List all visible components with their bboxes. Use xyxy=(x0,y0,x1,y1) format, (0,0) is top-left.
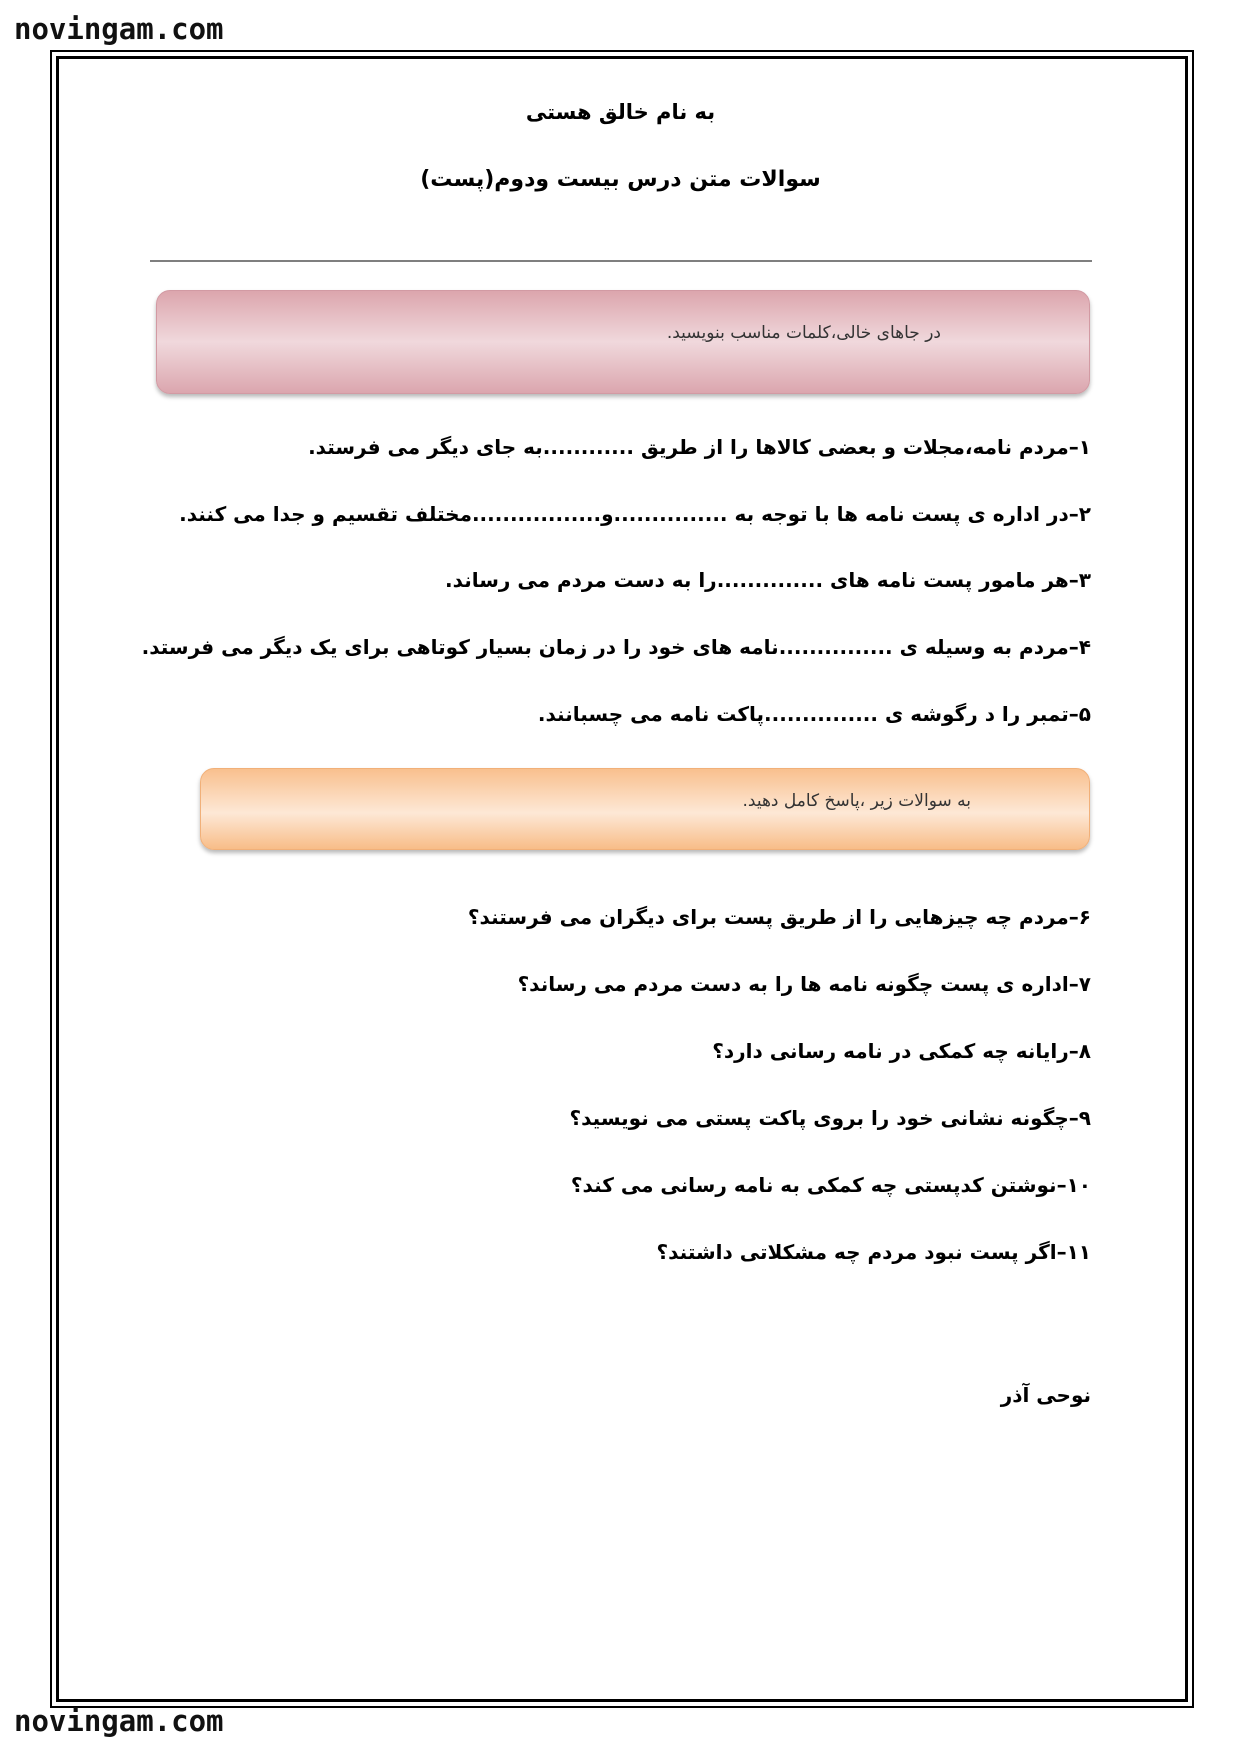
question-item: ۵–تمبر را د رگوشه ی ...............پاکت نامه می چسبانند. xyxy=(537,702,1091,726)
question-item: ۸–رایانه چه کمکی در نامه رسانی دارد؟ xyxy=(712,1039,1091,1063)
question-item: ۱۱–اگر پست نبود مردم چه مشکلاتی داشتند؟ xyxy=(656,1240,1091,1264)
question-item: ۱–مردم نامه،مجلات و بعضی کالاها را از طریق ............به جای دیگر می فرستد. xyxy=(308,435,1091,459)
page-subtitle: سوالات متن درس بیست ودوم(پست) xyxy=(420,167,821,192)
instruction-text: در جاهای خالی،کلمات مناسب بنویسید. xyxy=(666,323,941,343)
question-item: ۶–مردم چه چیزهایی را از طریق پست برای دیگران می فرستند؟ xyxy=(467,905,1091,929)
watermark-top: novingam.com xyxy=(14,12,224,46)
question-item: ۲–در اداره ی پست نامه ها با توجه به ...............و.................مختلف تقسیم و جدا می کنند. xyxy=(179,502,1091,526)
question-item: ۴–مردم به وسیله ی ...............نامه های خود را در زمان بسیار کوتاهی برای یک دیگر می فرستد. xyxy=(141,635,1091,659)
question-item: ۷–اداره ی پست چگونه نامه ها را به دست مردم می رساند؟ xyxy=(517,972,1091,996)
instruction-text: به سوالات زیر ،پاسخ کامل دهید. xyxy=(742,791,971,811)
author-signature: نوحی آذر xyxy=(1000,1383,1091,1407)
question-item: ۳–هر مامور پست نامه های ..............را به دست مردم می رساند. xyxy=(445,568,1091,592)
question-item: ۱۰–نوشتن کدپستی چه کمکی به نامه رسانی می کند؟ xyxy=(570,1173,1091,1197)
page-title: به نام خالق هستی xyxy=(525,100,716,124)
watermark-bottom: novingam.com xyxy=(14,1704,224,1738)
question-item: ۹–چگونه نشانی خود را بروی پاکت پستی می نویسید؟ xyxy=(569,1106,1091,1130)
